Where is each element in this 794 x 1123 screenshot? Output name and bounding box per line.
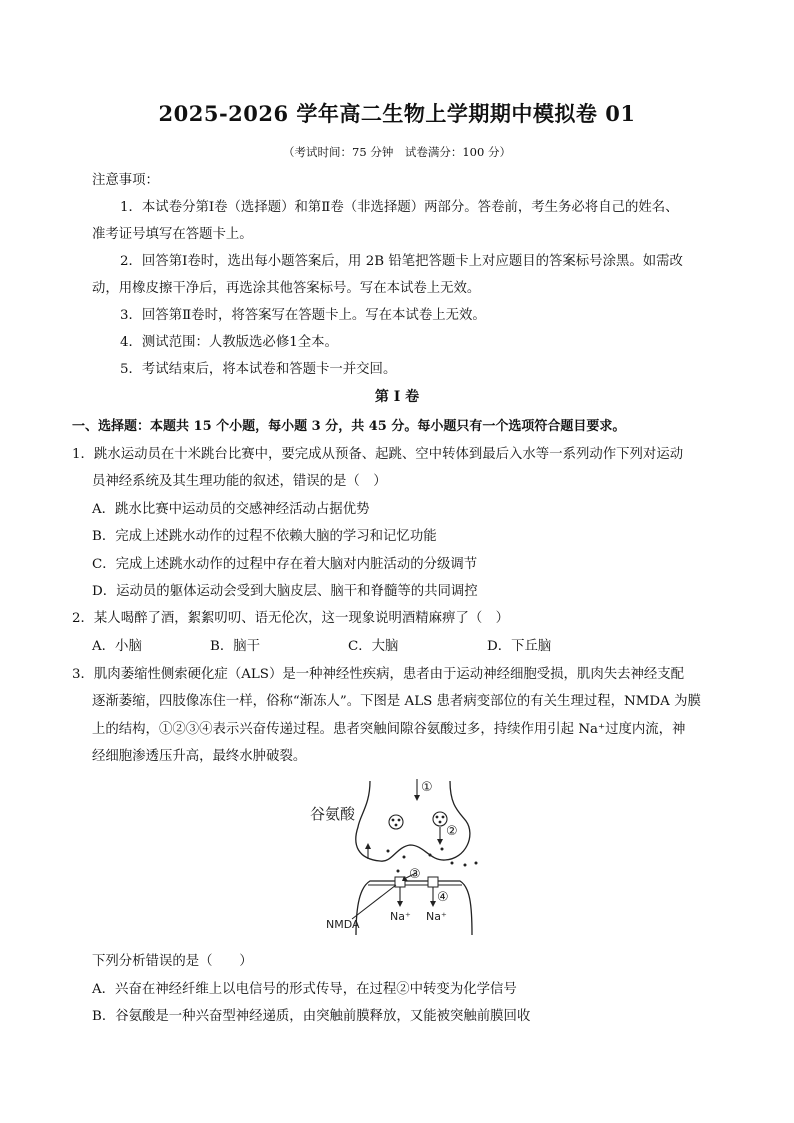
question-2-stem: 2．某人喝醉了酒，絮絮叨叨、语无伦次，这一现象说明酒精麻痹了（ ）	[72, 611, 510, 626]
question-3-prompt: 下列分析错误的是（ ）	[92, 954, 253, 969]
question-2-option-b: B．脑干	[210, 639, 261, 654]
question-3-stem: 经细胞渗透压升高，最终水肿破裂。	[92, 749, 307, 764]
synapse-diagram	[300, 775, 500, 935]
question-3-stem: 3．肌肉萎缩性侧索硬化症（ALS）是一种神经性疾病，患者由于运动神经细胞受损，肌肉失去神经支配	[72, 667, 685, 682]
question-1-stem: 员神经系统及其生理功能的叙述，错误的是（ ）	[92, 474, 387, 489]
notice-item: 4．测试范围：人教版选必修1全本。	[120, 335, 338, 350]
nmda-label: NMDA	[326, 918, 360, 931]
page-title: 2025-2026 学年高二生物上学期期中模拟卷 01	[158, 101, 636, 126]
question-3-stem: 上的结构，①②③④表示兴奋传递过程。患者突触间隙谷氨酸过多，持续作用引起 Na⁺过度内流，神	[92, 722, 686, 737]
mark-1: ①	[421, 780, 433, 795]
question-1-option-c: C．完成上述跳水动作的过程中存在着大脑对内脏活动的分级调节	[92, 557, 478, 572]
notice-item: 准考证号填写在答题卡上。	[92, 227, 253, 242]
glutamate-label: 谷氨酸	[310, 805, 356, 823]
nmda-receptor	[428, 877, 438, 887]
na-label: Na⁺	[390, 910, 411, 923]
vesicle	[389, 815, 403, 829]
na-label: Na⁺	[426, 910, 447, 923]
notice-item: 5．考试结束后，将本试卷和答题卡一并交回。	[120, 362, 397, 377]
question-3-option-b: B．谷氨酸是一种兴奋型神经递质，由突触前膜释放，又能被突触前膜回收	[92, 1009, 531, 1024]
mark-3: ③	[409, 867, 421, 882]
question-1-option-b: B．完成上述跳水动作的过程不依赖大脑的学习和记忆功能	[92, 529, 437, 544]
notice-item: 3．回答第Ⅱ卷时，将答案写在答题卡上。写在本试卷上无效。	[120, 308, 486, 323]
notice-item: 动，用橡皮擦干净后，再选涂其他答案标号。写在本试卷上无效。	[92, 281, 481, 296]
notice-item: 1．本试卷分第Ⅰ卷（选择题）和第Ⅱ卷（非选择题）两部分。答卷前，考生务必将自己的姓名、	[120, 200, 679, 215]
question-2-option-a: A．小脑	[92, 639, 142, 654]
presynaptic-membrane	[356, 781, 470, 861]
mark-4: ④	[437, 890, 449, 905]
section-title: 第 I 卷	[374, 389, 420, 405]
question-2-option-c: C．大脑	[348, 639, 399, 654]
notice-heading: 注意事项：	[92, 173, 159, 188]
question-1-option-a: A．跳水比赛中运动员的交感神经活动占据优势	[92, 502, 370, 517]
question-1-option-d: D．运动员的躯体运动会受到大脑皮层、脑干和脊髓等的共同调控	[92, 584, 478, 599]
question-3-stem: 逐渐萎缩，四肢像冻住一样，俗称“渐冻人”。下图是 ALS 患者病变部位的有关生理过程，NMDA 为膜	[92, 694, 701, 709]
notice-item: 2．回答第Ⅰ卷时，选出每小题答案后，用 2B 铅笔把答题卡上对应题目的答案标号涂黑。如需改	[120, 254, 683, 269]
question-1-stem: 1．跳水运动员在十米跳台比赛中，要完成从预备、起跳、空中转体到最后入水等一系列动作下列对运动	[72, 447, 684, 462]
exam-info: （考试时间：75 分钟 试卷满分：100 分）	[283, 145, 511, 159]
question-3-option-a: A．兴奋在神经纤维上以电信号的形式传导，在过程②中转变为化学信号	[92, 982, 517, 997]
question-2-option-d: D．下丘脑	[487, 639, 552, 654]
section-instruction: 一、选择题：本题共 15 个小题，每小题 3 分，共 45 分。每小题只有一个选项符合题目要求。	[72, 419, 626, 434]
mark-2: ②	[446, 824, 458, 839]
postsynaptic-membrane	[356, 881, 472, 935]
vesicle	[433, 812, 447, 826]
